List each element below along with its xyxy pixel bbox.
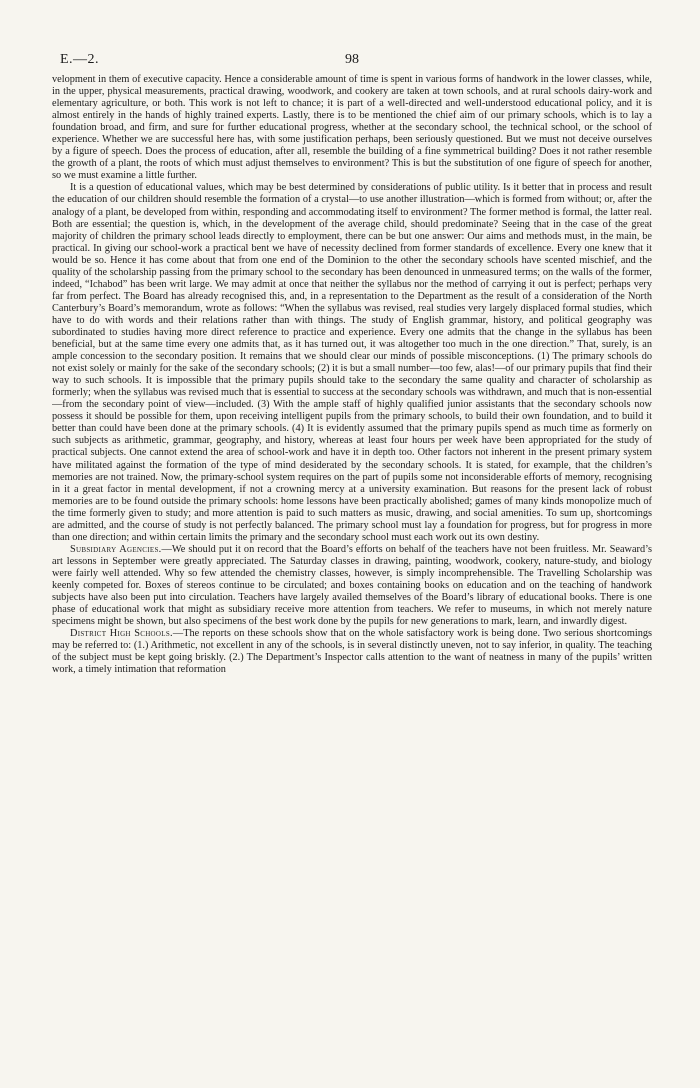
document-reference: E.—2. <box>60 52 100 67</box>
paragraph-district-high-schools <box>52 628 652 676</box>
section-heading: District High Schools. <box>70 628 173 640</box>
paragraph-text: It is a question of educational values, which may be best determined by considerations of public utility. Is it better that in process and result the education of our children should resemble the formation of a crystal—to use another illustration—which is formed from without; or, after the analogy of a plant, be developed from within, responding and accommodating itself to environment? The former method is formal, the latter real. Both are essential; the question is, which, in the development of the average child, should predominate? Seeing that in the case of the great majority of children the primary school leads directly to employment, there can be but one answer: Our aims and methods must, in the main, be practical. In giving our school-work a practical bent we have of necessity declined from former standards of excellence. Every one knew that it would be so. Hence it has come about that from one end of the Dominion to the other the secondary schools have scented mischief, and the quality of the scholarship passing from the primary school to the secondary has been denounced in unmeasured terms; on the walls of the former, indeed, “Ichabod” has been writ large. We may admit at once that neither the syllabus nor the method of carrying it out is perfect; perhaps very far from perfect. The Board has already recognised this, and, in a representation to the Department as the result of a consideration of the North Canterbury’s Board’s memorandum, wrote as follows: “When the syllabus was revised, real studies very largely displaced formal studies, which have to do with words and their relations rather than with things. The study of English grammar, history, and political geography was subordinated to studies having more direct reference to practice and experience. Every one admits that the change in the syllabus has been beneficial, but at the same time every one admits that, as it has turned out, it was altogether too much in the one direction.” That, surely, is an ample concession to the secondary position. It remains that we should clear our minds of possible misconceptions. (1) The primary schools do not exist solely or mainly for the sake of the secondary schools; (2) it is but a small number—too few, alas!—of our primary pupils that find their way to such schools. It is impossible that the primary pupils should take to the secondary the same quality and character of scholarship as formerly; when the syllabus was revised much that is essential to success at the secondary schools was withdrawn, and much that is non-essential—from the secondary point of view—included. (3) With the ample staff of highly qualified junior assistants that the secondary schools now possess it should be possible for them, upon receiving intelligent pupils from the primary schools, to build their own foundation, and to build it better than could have been done at the primary schools. (4) It is evidently assumed that the primary pupils spend as much time as formerly on such subjects as arithmetic, grammar, geography, and history, whereas at least four hours per week have been appropriated for the study of practical subjects. One cannot extend the area of school-work and have it in depth too. Other factors not inherent in the present primary system have militated against the formation of the type of mind desiderated by the secondary schools. It is stated, for example, that the children’s memories are not trained. Now, the primary-school system requires on the part of pupils some not inconsiderable efforts of memory, recognising in it a great factor in mental development, if not a crowning mercy at a university examination. But reasons for the present lack of robust memories are to be found outside the primary schools: home lessons have been practically abolished; games of many kinds monopolize much of the time formerly given to study; and more attention is paid to such matters as music, drawing, and social amenities. To sum up, shortcomings are admitted, and the course of study is not perfectly balanced. The primary school must lay a foundation for progress, but for progress in more than one direction; and within certain limits the primary and the secondary school must each work out its own destiny. <box>52 182 652 543</box>
paragraph-subsidiary-agencies <box>52 544 652 628</box>
paragraph-text: —The reports on these schools show that on the whole satisfactory work is being done. Two serious shortcomings may be referred to: (1.) Arithmetic, not excellent in any of the schools, is in several distinctly uneven, not to say inferior, in quality. The teaching of the subject must be kept going briskly. (2.) The Department’s Inspector calls attention to the want of neatness in many of the pupils’ written work, a timely intimation that reformation <box>52 628 652 676</box>
paragraph <box>52 182 652 543</box>
page-number: 98 <box>345 52 359 67</box>
paragraph-text: —We should put it on record that the Board’s efforts on behalf of the teachers have not been fruitless. Mr. Seaward’s art lessons in September were greatly appreciated. The Saturday classes in drawing, painting, woodwork, cookery, nature-study, and biology were fairly well attended. Why so few attended the chemistry classes, however, is simply incomprehensible. The Travelling Scholarship was keenly competed for. Boxes of stereos continue to be circulated; and boxes containing books on education and on the teaching of handwork subjects have also been put into circulation. Teachers have largely availed themselves of the Board’s library of educational books. There is one phase of educational work that might as subsidiary receive more attention from teachers. We refer to museums, in which not merely nature specimens might be shown, but also specimens of the best work done by the pupils for new generations to mark, learn, and inwardly digest. <box>52 543 652 628</box>
body-text <box>52 74 652 676</box>
page-header <box>52 52 652 74</box>
document-page <box>52 52 652 1072</box>
paragraph <box>52 74 652 182</box>
paragraph-text: velopment in them of executive capacity. Hence a considerable amount of time is spent in various forms of handwork in the lower classes, while, in the upper, physical measurements, practical drawing, woodwork, and cookery are taken at town schools, and at rural schools dairy-work and elementary agriculture, or both. This work is not left to chance; it is part of a well-directed and well-understood educational policy, and it is almost entirely in the hands of highly trained experts. Lastly, there is to be mentioned the chief aim of our primary schools, which is to lay a foundation broad, and firm, and sure for further educational progress, whether at the secondary school, the technical school, or the school of experience. Whether we are successful here has, with some justification perhaps, been seriously questioned. But we must not deceive ourselves by a figure of speech. Does the process of education, after all, resemble the building of a fine symmetrical building? Does it not rather resemble the growth of a plant, the roots of which must adjust themselves to environment? This is but the substitution of one figure of speech for another, so we must examine a little further. <box>52 74 652 182</box>
section-heading: Subsidiary Agencies. <box>70 543 162 555</box>
